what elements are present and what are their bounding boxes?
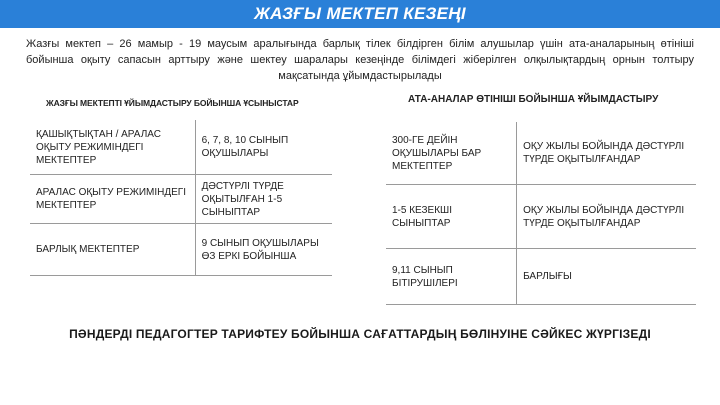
recommendations-table bbox=[30, 120, 332, 276]
row-value: БАРЛЫҒЫ bbox=[523, 271, 572, 282]
intro-paragraph: Жазғы мектеп – 26 мамыр - 19 маусым аралығында барлық тілек білдірген білім алушылар үшін ата-аналарының өтініші бойынша оқыту сапасын арттыру және шектеу шаралары кезеңінде білімдегі жіберілген олқылықтардың орнын толтыру мақсатында ұйымдастырылады bbox=[26, 38, 694, 82]
row-label: 1-5 КЕЗЕКШІ СЫНЫПТАР bbox=[386, 185, 517, 249]
right-section-title: АТА-АНАЛАР ӨТІНІШІ БОЙЫНША ҰЙЫМДАСТЫРУ bbox=[408, 94, 659, 105]
parents-request-table bbox=[386, 122, 696, 305]
table-row bbox=[30, 175, 332, 224]
title-banner bbox=[0, 0, 720, 28]
left-section-title: ЖАЗҒЫ МЕКТЕПТІ ҰЙЫМДАСТЫРУ БОЙЫНША ҰСЫНЫСТАР bbox=[46, 98, 299, 108]
row-value: 6, 7, 8, 10 СЫНЫП ОҚУШЫЛАРЫ bbox=[201, 135, 289, 159]
table-row bbox=[386, 122, 696, 185]
row-label: 300-ГЕ ДЕЙІН ОҚУШЫЛАРЫ БАР МЕКТЕПТЕР bbox=[386, 122, 517, 185]
row-value: ДӘСТҮРЛІ ТҮРДЕ ОҚЫТЫЛҒАН 1-5 СЫНЫПТАР bbox=[201, 180, 284, 218]
row-value: ОҚУ ЖЫЛЫ БОЙЫНДА ДӘСТҮРЛІ ТҮРДЕ ОҚЫТЫЛҒАНДАР bbox=[523, 204, 685, 229]
row-label: 9,11 СЫНЫП БІТІРУШІЛЕРІ bbox=[386, 249, 517, 305]
page-title: ЖАЗҒЫ МЕКТЕП КЕЗЕҢІ bbox=[254, 4, 466, 23]
row-label: АРАЛАС ОҚЫТУ РЕЖИМІНДЕГІ МЕКТЕПТЕР bbox=[30, 175, 195, 224]
row-label: ҚАШЫҚТЫҚТАН / АРАЛАС ОҚЫТУ РЕЖИМІНДЕГІ МЕКТЕПТЕР bbox=[30, 120, 195, 175]
table-row bbox=[30, 120, 332, 175]
table-row bbox=[386, 185, 696, 249]
table-row bbox=[30, 224, 332, 276]
footer-note: ПӘНДЕРДІ ПЕДАГОГТЕР ТАРИФТЕУ БОЙЫНША САҒАТТАРДЫҢ БӨЛІНУІНЕ СӘЙКЕС ЖҮРГІЗЕДІ bbox=[69, 327, 651, 341]
row-label: БАРЛЫҚ МЕКТЕПТЕР bbox=[30, 224, 195, 276]
row-value: ОҚУ ЖЫЛЫ БОЙЫНДА ДӘСТҮРЛІ ТҮРДЕ ОҚЫТЫЛҒАНДАР bbox=[523, 141, 685, 165]
table-row bbox=[386, 249, 696, 305]
row-value: 9 СЫНЫП ОҚУШЫЛАРЫ ӨЗ ЕРКІ БОЙЫНША bbox=[201, 237, 319, 262]
